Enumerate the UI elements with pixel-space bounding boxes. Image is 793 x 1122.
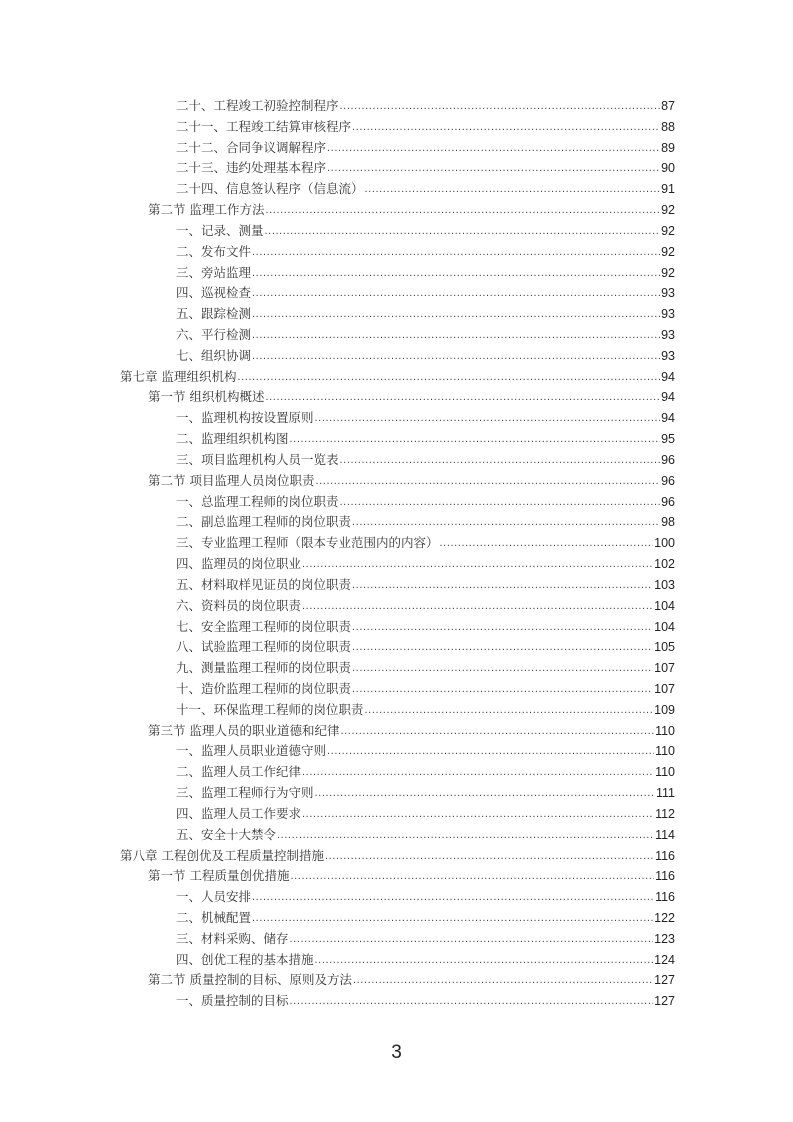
toc-entry-title: 一、人员安排	[176, 889, 252, 905]
toc-item-entry[interactable]	[176, 493, 675, 511]
toc-item-entry[interactable]	[176, 888, 675, 906]
toc-entry-page: 105	[654, 640, 675, 655]
toc-entry-page: 93	[661, 286, 675, 301]
dot-leader	[353, 971, 653, 989]
toc-entry-title: 二十四、信息签认程序（信息流）	[176, 181, 364, 197]
toc-entry-title: 第三节 监理人员的职业道德和纪律	[148, 722, 340, 738]
toc-item-entry[interactable]	[176, 638, 675, 656]
toc-entry-title: 三、专业监理工程师（限本专业范围内的内容）	[176, 535, 439, 551]
toc-item-entry[interactable]	[176, 951, 675, 969]
toc-section-entry[interactable]	[148, 722, 675, 740]
dot-leader	[327, 159, 660, 177]
toc-item-entry[interactable]	[176, 742, 675, 760]
toc-item-entry[interactable]	[176, 513, 675, 531]
toc-entry-page: 116	[655, 890, 675, 905]
toc-entry-page: 127	[654, 994, 675, 1009]
toc-item-entry[interactable]	[176, 597, 675, 615]
dot-leader	[440, 534, 654, 552]
toc-item-entry[interactable]	[176, 284, 675, 302]
dot-leader	[352, 618, 653, 636]
toc-item-entry[interactable]	[176, 97, 675, 115]
dot-leader	[302, 805, 654, 823]
dot-leader	[252, 909, 653, 927]
toc-entry-title: 第一节 组织机构概述	[148, 389, 265, 405]
toc-item-entry[interactable]	[176, 701, 675, 719]
toc-entry-page: 104	[654, 619, 675, 634]
toc-entry-title: 四、监理人员工作要求	[176, 805, 302, 821]
toc-entry-page: 96	[661, 452, 675, 467]
toc-entry-page: 91	[661, 182, 675, 197]
dot-leader	[315, 951, 654, 969]
dot-leader	[302, 597, 653, 615]
dot-leader	[237, 368, 660, 386]
toc-entry-page: 103	[654, 577, 675, 592]
toc-entry-page: 87	[661, 99, 675, 113]
dot-leader	[352, 513, 660, 531]
toc-entry-title: 第一节 工程质量创优措施	[148, 868, 290, 884]
toc-entry-title: 六、平行检测	[176, 327, 252, 343]
toc-entry-title: 四、创优工程的基本措施	[176, 951, 314, 967]
toc-item-entry[interactable]	[176, 243, 675, 261]
toc-item-entry[interactable]	[176, 347, 675, 365]
toc-item-entry[interactable]	[176, 159, 675, 177]
dot-leader	[252, 243, 660, 261]
toc-entry-title: 第七章 监理组织机构	[120, 368, 237, 384]
dot-leader	[365, 180, 661, 198]
dot-leader	[340, 97, 661, 115]
dot-leader	[352, 118, 660, 136]
dot-leader	[352, 659, 653, 677]
dot-leader	[315, 472, 660, 490]
dot-leader	[290, 867, 654, 885]
toc-item-entry[interactable]	[176, 139, 675, 157]
dot-leader	[252, 264, 660, 282]
toc-entry-title: 四、巡视检查	[176, 285, 252, 301]
toc-entry-page: 110	[655, 765, 675, 780]
toc-entry-page: 110	[655, 744, 675, 759]
toc-chapter-entry[interactable]	[120, 847, 675, 865]
toc-entry-title: 四、监理员的岗位职业	[176, 556, 302, 572]
toc-entry-page: 92	[661, 203, 675, 218]
toc-entry-page: 114	[655, 827, 675, 842]
toc-entry-page: 109	[654, 702, 675, 717]
dot-leader	[252, 284, 660, 302]
dot-leader	[290, 992, 654, 1010]
dot-leader	[327, 742, 654, 760]
toc-item-entry[interactable]	[176, 326, 675, 344]
toc-item-entry[interactable]	[176, 909, 675, 927]
toc-entry-page: 93	[661, 307, 675, 322]
dot-leader	[325, 847, 654, 865]
toc-entry-page: 124	[654, 952, 675, 967]
toc-item-entry[interactable]	[176, 222, 675, 240]
dot-leader	[327, 139, 660, 157]
toc-entry-title: 一、记录、测量	[176, 222, 264, 238]
toc-item-entry[interactable]	[176, 409, 675, 427]
toc-entry-title: 五、跟踪检测	[176, 306, 252, 322]
toc-entry-title: 三、旁站监理	[176, 264, 252, 280]
dot-leader	[252, 347, 660, 365]
toc-entry-page: 92	[661, 223, 675, 238]
toc-item-entry[interactable]	[176, 534, 675, 552]
toc-entry-page: 96	[661, 473, 675, 488]
toc-entry-page: 94	[661, 411, 675, 426]
toc-entry-title: 第二节 质量控制的目标、原则及方法	[148, 972, 352, 988]
dot-leader	[315, 784, 655, 802]
toc-entry-title: 九、测量监理工程师的岗位职责	[176, 660, 352, 676]
toc-entry-title: 七、组织协调	[176, 347, 252, 363]
toc-chapter-entry[interactable]	[120, 368, 675, 386]
toc-entry-page: 93	[661, 328, 675, 343]
toc-entry-page: 123	[654, 931, 675, 946]
toc-entry-title: 第二节 监理工作方法	[148, 202, 265, 218]
dot-leader	[265, 222, 661, 240]
toc-entry-title: 二十、工程竣工初验控制程序	[176, 98, 339, 113]
toc-item-entry[interactable]	[176, 805, 675, 823]
dot-leader	[290, 430, 661, 448]
dot-leader	[302, 763, 654, 781]
toc-entry-page: 110	[655, 723, 675, 738]
toc-item-entry[interactable]	[176, 305, 675, 323]
toc-item-entry[interactable]	[176, 576, 675, 594]
toc-entry-title: 二十一、工程竣工结算审核程序	[176, 118, 352, 134]
toc-item-entry[interactable]	[176, 763, 675, 781]
toc-entry-page: 89	[661, 140, 675, 155]
toc-entry-page: 104	[654, 598, 675, 613]
toc-item-entry[interactable]	[176, 451, 675, 469]
dot-leader	[302, 555, 653, 573]
toc-entry-page: 90	[661, 161, 675, 176]
toc-entry-page: 127	[654, 973, 675, 988]
toc-entry-title: 二、监理组织机构图	[176, 431, 289, 447]
toc-entry-title: 六、资料员的岗位职责	[176, 597, 302, 613]
toc-entry-title: 十、造价监理工程师的岗位职责	[176, 680, 352, 696]
toc-entry-title: 三、项目监理机构人员一览表	[176, 451, 339, 467]
dot-leader	[340, 493, 661, 511]
dot-leader	[340, 451, 661, 469]
toc-item-entry[interactable]	[176, 992, 675, 1010]
toc-section-entry[interactable]	[148, 472, 675, 490]
toc-entry-title: 一、监理人员职业道德守则	[176, 743, 327, 759]
toc-section-entry[interactable]	[148, 971, 675, 989]
dot-leader	[252, 326, 660, 344]
toc-entry-title: 二十三、违约处理基本程序	[176, 160, 327, 176]
toc-entry-title: 十一、环保监理工程师的岗位职责	[176, 701, 364, 717]
toc-section-entry[interactable]	[148, 867, 675, 885]
toc-entry-page: 92	[661, 244, 675, 259]
toc-item-entry[interactable]	[176, 680, 675, 698]
toc-entry-page: 95	[661, 432, 675, 447]
toc-entry-title: 三、监理工程师行为守则	[176, 785, 314, 801]
toc-entry-page: 107	[654, 681, 675, 696]
toc-entry-page: 102	[654, 557, 675, 572]
dot-leader	[265, 201, 660, 219]
dot-leader	[340, 722, 654, 740]
toc-item-entry[interactable]	[176, 784, 675, 802]
dot-leader	[352, 680, 653, 698]
toc-entry-title: 三、材料采购、储存	[176, 930, 289, 946]
toc-item-entry[interactable]	[176, 264, 675, 282]
toc-entry-page: 100	[654, 536, 675, 551]
toc-entry-page: 93	[661, 348, 675, 363]
toc-item-entry[interactable]	[176, 430, 675, 448]
toc-entry-page: 116	[655, 848, 675, 863]
toc-entry-title: 五、安全十大禁令	[176, 826, 277, 842]
dot-leader	[277, 826, 654, 844]
toc-item-entry[interactable]	[176, 118, 675, 136]
toc-entry-page: 112	[655, 806, 675, 821]
toc-entry-title: 八、试验监理工程师的岗位职责	[176, 639, 352, 655]
dot-leader	[352, 638, 653, 656]
toc-entry-title: 二、监理人员工作纪律	[176, 764, 302, 780]
toc-section-entry[interactable]	[148, 201, 675, 219]
toc-entry-title: 二、发布文件	[176, 243, 252, 259]
toc-entry-page: 88	[661, 119, 675, 134]
dot-leader	[265, 388, 660, 406]
toc-entry-title: 五、材料取样见证员的岗位职责	[176, 576, 352, 592]
page-number: 3	[391, 1042, 402, 1063]
toc-item-entry[interactable]	[176, 618, 675, 636]
toc-item-entry[interactable]	[176, 659, 675, 677]
toc-entry-page: 107	[654, 661, 675, 676]
dot-leader	[252, 888, 654, 906]
toc-entry-page: 96	[661, 494, 675, 509]
toc-entry-title: 一、质量控制的目标	[176, 993, 289, 1009]
dot-leader	[365, 701, 654, 719]
toc-item-entry[interactable]	[176, 826, 675, 844]
toc-entry-title: 二、副总监理工程师的岗位职责	[176, 514, 352, 530]
toc-entry-page: 122	[654, 910, 675, 925]
dot-leader	[315, 409, 661, 427]
dot-leader	[252, 305, 660, 323]
toc-entry-page: 94	[661, 369, 675, 384]
toc-item-entry[interactable]	[176, 555, 675, 573]
toc-item-entry[interactable]	[176, 180, 675, 198]
toc-entry-page: 94	[661, 390, 675, 405]
toc-entry-title: 一、总监理工程师的岗位职责	[176, 493, 339, 509]
toc-entry-page: 92	[661, 265, 675, 280]
toc-section-entry[interactable]	[148, 388, 675, 406]
toc-entry-title: 二、机械配置	[176, 909, 252, 925]
toc-entry-page: 111	[655, 786, 675, 801]
dot-leader	[290, 930, 654, 948]
dot-leader	[352, 576, 653, 594]
toc-item-entry[interactable]	[176, 930, 675, 948]
toc-entry-page: 98	[661, 515, 675, 530]
toc-entry-title: 一、监理机构按设置原则	[176, 410, 314, 426]
toc-entry-page: 116	[655, 869, 675, 884]
toc-entry-title: 七、安全监理工程师的岗位职责	[176, 618, 352, 634]
toc-entry-title: 第八章 工程创优及工程质量控制措施	[120, 847, 324, 863]
toc-entry-title: 第二节 项目监理人员岗位职责	[148, 472, 315, 488]
toc-entry-title: 二十二、合同争议调解程序	[176, 139, 327, 155]
